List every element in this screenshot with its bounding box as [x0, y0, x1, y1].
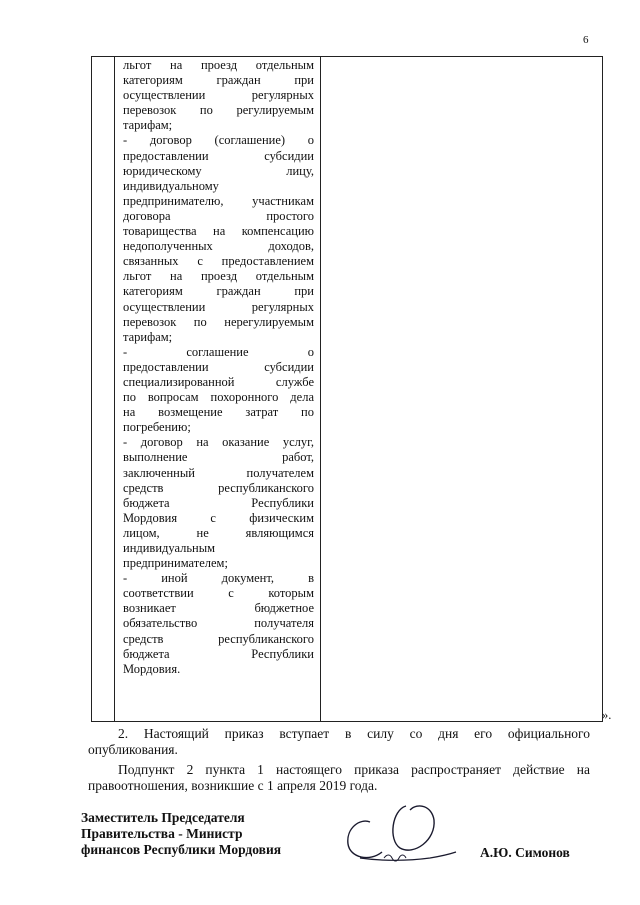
table-cell-line: связанных с предоставлением	[123, 254, 314, 269]
page-number: 6	[583, 34, 589, 46]
paragraph-line: 2. Настоящий приказ вступает в силу со дня его официального	[118, 726, 590, 741]
table-cell-line: лицом, не являющимся	[123, 525, 314, 540]
closing-quote: ».	[602, 708, 612, 722]
signatory-title	[81, 810, 281, 858]
table-cell-line: заключенный получателем	[123, 465, 314, 480]
table-cell-line: возникает бюджетное	[123, 601, 314, 616]
table-cell-line: индивидуальному	[123, 178, 219, 193]
table-cell-line: соответствии с которым	[123, 586, 314, 601]
table-cell-line: средств республиканского	[123, 480, 314, 495]
table-cell-line: осуществлении регулярных	[123, 88, 314, 103]
table-cell-line: льгот на проезд отдельным	[123, 58, 314, 72]
table-cell-line: предоставлении субсидии	[123, 148, 314, 163]
table-cell-line: - договор (соглашение) о	[123, 133, 314, 148]
table-cell-line: предпринимателю, участникам	[123, 193, 314, 208]
table-cell-line: Мордовия с физическим	[123, 510, 314, 525]
table-cell-line: категориям граждан при	[123, 284, 314, 299]
table-cell-line: предпринимателем;	[123, 556, 228, 571]
signatory-name: А.Ю. Симонов	[480, 845, 570, 860]
table	[91, 56, 603, 722]
signatory-title-line: финансов Республики Мордовия	[81, 842, 282, 857]
table-cell-line: тарифам;	[123, 329, 173, 344]
table-cell-line: договора простого	[123, 208, 314, 223]
table-cell-document-list	[123, 58, 314, 677]
table-column-divider	[114, 57, 115, 721]
table-cell-line: индивидуальным	[123, 541, 216, 555]
handwritten-signature	[340, 800, 460, 870]
table-cell-line: - договор на оказание услуг,	[123, 435, 314, 450]
paragraph-effective-date	[88, 726, 590, 758]
table-cell-line: Мордовия.	[123, 661, 181, 676]
table-cell-line: перевозок по регулируемым	[123, 103, 314, 118]
table-cell-line: погребению;	[123, 420, 191, 435]
table-cell-line: - иной документ, в	[123, 571, 314, 586]
table-cell-line: перевозок по нерегулируемым	[123, 314, 314, 329]
table-cell-line: бюджета Республики	[123, 646, 314, 661]
table-cell-line: юридическому лицу,	[123, 163, 314, 178]
table-cell-line: специализированной службе	[123, 374, 314, 389]
signatory-title-line: Правительства - Министр	[81, 826, 243, 841]
table-cell-line: бюджета Республики	[123, 495, 314, 510]
paragraph-line: Подпункт 2 пункта 1 настоящего приказа распространяет действие на	[118, 762, 590, 777]
table-cell-line: по вопросам похоронного дела	[123, 390, 314, 405]
paragraph-line: правоотношения, возникшие с 1 апреля 2019 года.	[88, 778, 378, 793]
table-cell-line: недополученных доходов,	[123, 239, 314, 254]
table-cell-line: на возмещение затрат по	[123, 405, 314, 420]
table-cell-line: тарифам;	[123, 118, 173, 133]
table-cell-line: средств республиканского	[123, 631, 314, 646]
table-cell-line: товарищества на компенсацию	[123, 224, 314, 239]
table-cell-line: осуществлении регулярных	[123, 299, 314, 314]
table-cell-line: категориям граждан при	[123, 73, 314, 88]
table-cell-line: выполнение работ,	[123, 450, 314, 465]
table-cell-line: льгот на проезд отдельным	[123, 269, 314, 284]
table-cell-line: обязательство получателя	[123, 616, 314, 631]
table-column-divider	[320, 57, 321, 721]
table-cell-line: предоставлении субсидии	[123, 359, 314, 374]
paragraph-retroactive	[88, 762, 590, 794]
signatory-title-line: Заместитель Председателя	[81, 810, 245, 825]
paragraph-line: опубликования.	[88, 742, 178, 757]
table-cell-line: - соглашение о	[123, 344, 314, 359]
